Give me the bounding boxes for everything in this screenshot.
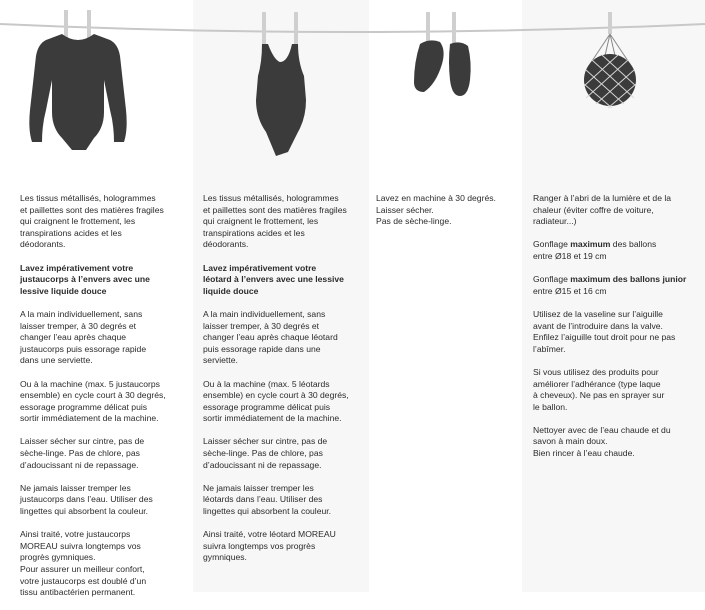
paragraph-bold: Lavez impérativement votre léotard à l’envers avec une lessive liquide douce xyxy=(203,262,344,296)
text-fragment: entre Ø15 et 16 cm xyxy=(533,285,607,296)
clothesline-illustration xyxy=(0,0,705,190)
leotard-long-sleeve-icon xyxy=(29,10,126,150)
column-chaussons xyxy=(376,193,506,239)
paragraph: Ranger à l’abri de la lumière et de la chaleur (éviter coffre de voiture, radiateur...) xyxy=(533,193,672,227)
slippers-icon xyxy=(414,12,471,96)
paragraph xyxy=(533,239,693,262)
paragraph: Lavez en machine à 30 degrés. Laisser sécher. Pas de sèche-linge. xyxy=(376,193,496,227)
paragraph: Si vous utilisez des produits pour améliorer l’adhérance (type laque à cheveux). Ne pas en sprayer sur le ballon. xyxy=(533,366,665,412)
paragraph: Utilisez de la vaseline sur l’aiguille avant de l’introduire dans la valve. Enfilez l’aiguille tout droit pour ne pas l’abîmer. xyxy=(533,308,676,354)
paragraph xyxy=(533,274,693,297)
paragraph: Laisser sécher sur cintre, pas de sèche-linge. Pas de chlore, pas d’adoucissant ni de repassage. xyxy=(203,436,328,470)
column-ballons xyxy=(533,193,693,471)
paragraph: Les tissus métallisés, hologrammes et paillettes sont des matières fragiles qui craignent le frottement, les transpirations acides et les déodorants. xyxy=(20,193,164,250)
text-fragment: Gonflage xyxy=(533,274,571,285)
paragraph: Laisser sécher sur cintre, pas de sèche-linge. Pas de chlore, pas d’adoucissant ni de repassage. xyxy=(20,436,145,470)
clothesline xyxy=(0,24,705,32)
text-fragment-bold: maximum xyxy=(570,239,611,250)
paragraph: A la main individuellement, sans laisser tremper, à 30 degrés et changer l’eau après chaque léotard puis essorage rapide dans une serviette. xyxy=(203,308,338,366)
paragraph: Ne jamais laisser tremper les justaucorps dans l’eau. Utiliser des lingettes qui absorbent la couleur. xyxy=(20,482,153,517)
paragraph-bold: Lavez impérativement votre justaucorps à l’envers avec une lessive liquide douce xyxy=(20,262,150,296)
paragraph: Ainsi traité, votre léotard MOREAU suivra longtemps vos progrès gymniques. xyxy=(203,529,336,563)
leotard-sleeveless-icon xyxy=(256,12,306,156)
text-fragment-bold: maximum des ballons junior xyxy=(570,274,687,285)
column-justaucorps xyxy=(20,193,188,610)
text-fragment: Gonflage xyxy=(533,239,571,250)
paragraph: Ou à la machine (max. 5 justaucorps ensemble) en cycle court à 30 degrés, essorage programme délicat puis sortir immédiatement de la machine. xyxy=(20,378,166,424)
text-fragment: des ballons entre Ø18 et 19 cm xyxy=(533,239,657,261)
paragraph: Nettoyer avec de l’eau chaude et du savon à main doux. Bien rincer à l’eau chaude. xyxy=(533,424,671,459)
paragraph: Les tissus métallisés, hologrammes et paillettes sont des matières fragiles qui craignent le frottement, les transpirations acides et les déodorants. xyxy=(203,193,347,250)
paragraph: Ou à la machine (max. 5 léotards ensemble) en cycle court à 30 degrés, essorage programme délicat puis sortir immédiatement de la machine. xyxy=(203,378,349,424)
paragraph: Ne jamais laisser tremper les léotards dans l’eau. Utiliser des lingettes qui absorbent la couleur. xyxy=(203,482,332,517)
column-leotard xyxy=(203,193,365,576)
paragraph: Ainsi traité, votre justaucorps MOREAU suivra longtemps vos progrès gymniques. Pour assurer un meilleur confort, votre justaucorps est doublé d’un tissu antibactérien permanent. xyxy=(20,529,147,598)
paragraph: A la main individuellement, sans laisser tremper, à 30 degrés et changer l’eau après chaque justaucorps puis essorage rapide dans une serviette. xyxy=(20,308,147,366)
